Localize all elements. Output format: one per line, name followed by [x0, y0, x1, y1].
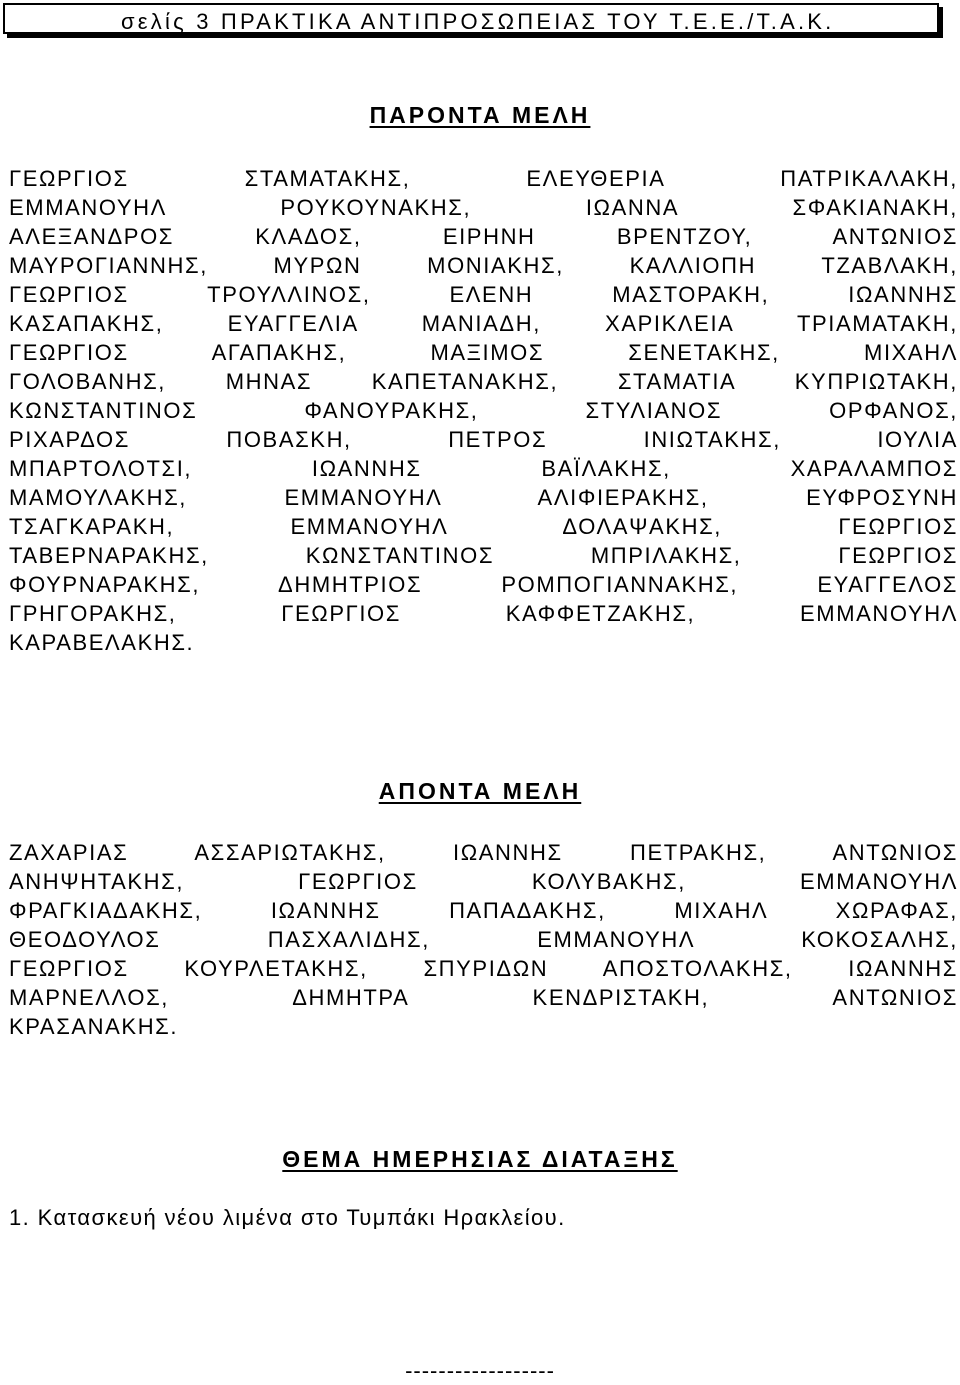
- present-member-line: ΜΑΜΟΥΛΑΚΗΣ, ΕΜΜΑΝΟΥΗΛ ΑΛΙΦΙΕΡΑΚΗΣ, ΕΥΦΡΟΣΥΝΗ: [9, 485, 958, 510]
- absent-members-title-text: ΑΠΟΝΤΑ ΜΕΛΗ: [378, 778, 582, 804]
- present-member-line: ΡΙΧΑΡΔΟΣ ΠΟΒΑΣΚΗ, ΠΕΤΡΟΣ ΙΝΙΩΤΑΚΗΣ, ΙΟΥΛΙΑ: [9, 427, 958, 452]
- absent-member-line: ΑΝΗΨΗΤΑΚΗΣ, ΓΕΩΡΓΙΟΣ ΚΟΛΥΒΑΚΗΣ, ΕΜΜΑΝΟΥΗΛ: [9, 869, 958, 894]
- present-members-title-text: ΠΑΡΟΝΤΑ ΜΕΛΗ: [369, 102, 591, 128]
- present-member-line: ΓΕΩΡΓΙΟΣ ΤΡΟΥΛΛΙΝΟΣ, ΕΛΕΝΗ ΜΑΣΤΟΡΑΚΗ, ΙΩΑΝΝΗΣ: [9, 282, 958, 307]
- present-member-line: ΤΣΑΓΚΑΡΑΚΗ, ΕΜΜΑΝΟΥΗΛ ΔΟΛΑΨΑΚΗΣ, ΓΕΩΡΓΙΟΣ: [9, 514, 958, 539]
- absent-member-line: ΖΑΧΑΡΙΑΣ ΑΣΣΑΡΙΩΤΑΚΗΣ, ΙΩΑΝΝΗΣ ΠΕΤΡΑΚΗΣ, ΑΝΤΩΝΙΟΣ: [9, 840, 958, 865]
- present-member-line: ΚΑΣΑΠΑΚΗΣ, ΕΥΑΓΓΕΛΙΑ ΜΑΝΙΑΔΗ, ΧΑΡΙΚΛΕΙΑ ΤΡΙΑΜΑΤΑΚΗ,: [9, 311, 958, 336]
- present-member-line: ΤΑΒΕΡΝΑΡΑΚΗΣ, ΚΩΝΣΤΑΝΤΙΝΟΣ ΜΠΡΙΛΑΚΗΣ, ΓΕΩΡΓΙΟΣ: [9, 543, 958, 568]
- absent-member-line: ΜΑΡΝΕΛΛΟΣ, ΔΗΜΗΤΡΑ ΚΕΝΔΡΙΣΤΑΚΗ, ΑΝΤΩΝΙΟΣ: [9, 985, 958, 1010]
- present-member-line: ΚΩΝΣΤΑΝΤΙΝΟΣ ΦΑΝΟΥΡΑΚΗΣ, ΣΤΥΛΙΑΝΟΣ ΟΡΦΑΝΟΣ,: [9, 398, 958, 423]
- absent-members-title: [0, 778, 960, 805]
- page-header-text: σελίς 3 ΠΡΑΚΤΙΚΑ ΑΝΤΙΠΡΟΣΩΠΕΙΑΣ ΤΟΥ Τ.Ε.Ε./Τ.Α.Κ.: [121, 9, 835, 34]
- agenda-item: 1. Κατασκευή νέου λιμένα στο Τυμπάκι Ηρακλείου.: [9, 1205, 566, 1230]
- present-member-line: ΜΑΥΡΟΓΙΑΝΝΗΣ, ΜΥΡΩΝ ΜΟΝΙΑΚΗΣ, ΚΑΛΛΙΟΠΗ ΤΖΑΒΛΑΚΗ,: [9, 253, 958, 278]
- page-header-box: [3, 3, 939, 34]
- absent-member-line: ΦΡΑΓΚΙΑΔΑΚΗΣ, ΙΩΑΝΝΗΣ ΠΑΠΑΔΑΚΗΣ, ΜΙΧΑΗΛ ΧΩΡΑΦΑΣ,: [9, 898, 958, 923]
- present-member-line: ΓΟΛΟΒΑΝΗΣ, ΜΗΝΑΣ ΚΑΠΕΤΑΝΑΚΗΣ, ΣΤΑΜΑΤΙΑ ΚΥΠΡΙΩΤΑΚΗ,: [9, 369, 958, 394]
- present-member-line: ΚΑΡΑΒΕΛΑΚΗΣ.: [9, 630, 195, 655]
- present-member-line: ΜΠΑΡΤΟΛΟΤΣΙ, ΙΩΑΝΝΗΣ ΒΑΪΛΑΚΗΣ, ΧΑΡΑΛΑΜΠΟΣ: [9, 456, 958, 481]
- present-member-line: ΓΡΗΓΟΡΑΚΗΣ, ΓΕΩΡΓΙΟΣ ΚΑΦΦΕΤΖΑΚΗΣ, ΕΜΜΑΝΟΥΗΛ: [9, 601, 958, 626]
- present-member-line: ΓΕΩΡΓΙΟΣ ΣΤΑΜΑΤΑΚΗΣ, ΕΛΕΥΘΕΡΙΑ ΠΑΤΡΙΚΑΛΑΚΗ,: [9, 166, 958, 191]
- present-members-list: [9, 164, 958, 657]
- present-member-line: ΦΟΥΡΝΑΡΑΚΗΣ, ΔΗΜΗΤΡΙΟΣ ΡΟΜΠΟΓΙΑΝΝΑΚΗΣ, ΕΥΑΓΓΕΛΟΣ: [9, 572, 958, 597]
- present-member-line: ΑΛΕΞΑΝΔΡΟΣ ΚΛΑΔΟΣ, ΕΙΡΗΝΗ ΒΡΕΝΤΖΟΥ, ΑΝΤΩΝΙΟΣ: [9, 224, 958, 249]
- absent-member-line: ΚΡΑΣΑΝΑΚΗΣ.: [9, 1014, 179, 1039]
- present-member-line: ΓΕΩΡΓΙΟΣ ΑΓΑΠΑΚΗΣ, ΜΑΞΙΜΟΣ ΣΕΝΕΤΑΚΗΣ, ΜΙΧΑΗΛ: [9, 340, 958, 365]
- separator-line: ------------------: [405, 1358, 555, 1383]
- agenda-title: [0, 1146, 960, 1173]
- absent-member-line: ΓΕΩΡΓΙΟΣ ΚΟΥΡΛΕΤΑΚΗΣ, ΣΠΥΡΙΔΩΝ ΑΠΟΣΤΟΛΑΚΗΣ, ΙΩΑΝΝΗΣ: [9, 956, 958, 981]
- absent-member-line: ΘΕΟΔΟΥΛΟΣ ΠΑΣΧΑΛΙΔΗΣ, ΕΜΜΑΝΟΥΗΛ ΚΟΚΟΣΑΛΗΣ,: [9, 927, 958, 952]
- agenda-title-text: ΘΕΜΑ ΗΜΕΡΗΣΙΑΣ ΔΙΑΤΑΞΗΣ: [282, 1146, 678, 1172]
- absent-members-list: [9, 838, 958, 1041]
- present-member-line: ΕΜΜΑΝΟΥΗΛ ΡΟΥΚΟΥΝΑΚΗΣ, ΙΩΑΝΝΑ ΣΦΑΚΙΑΝΑΚΗ,: [9, 195, 958, 220]
- present-members-title: [0, 102, 960, 129]
